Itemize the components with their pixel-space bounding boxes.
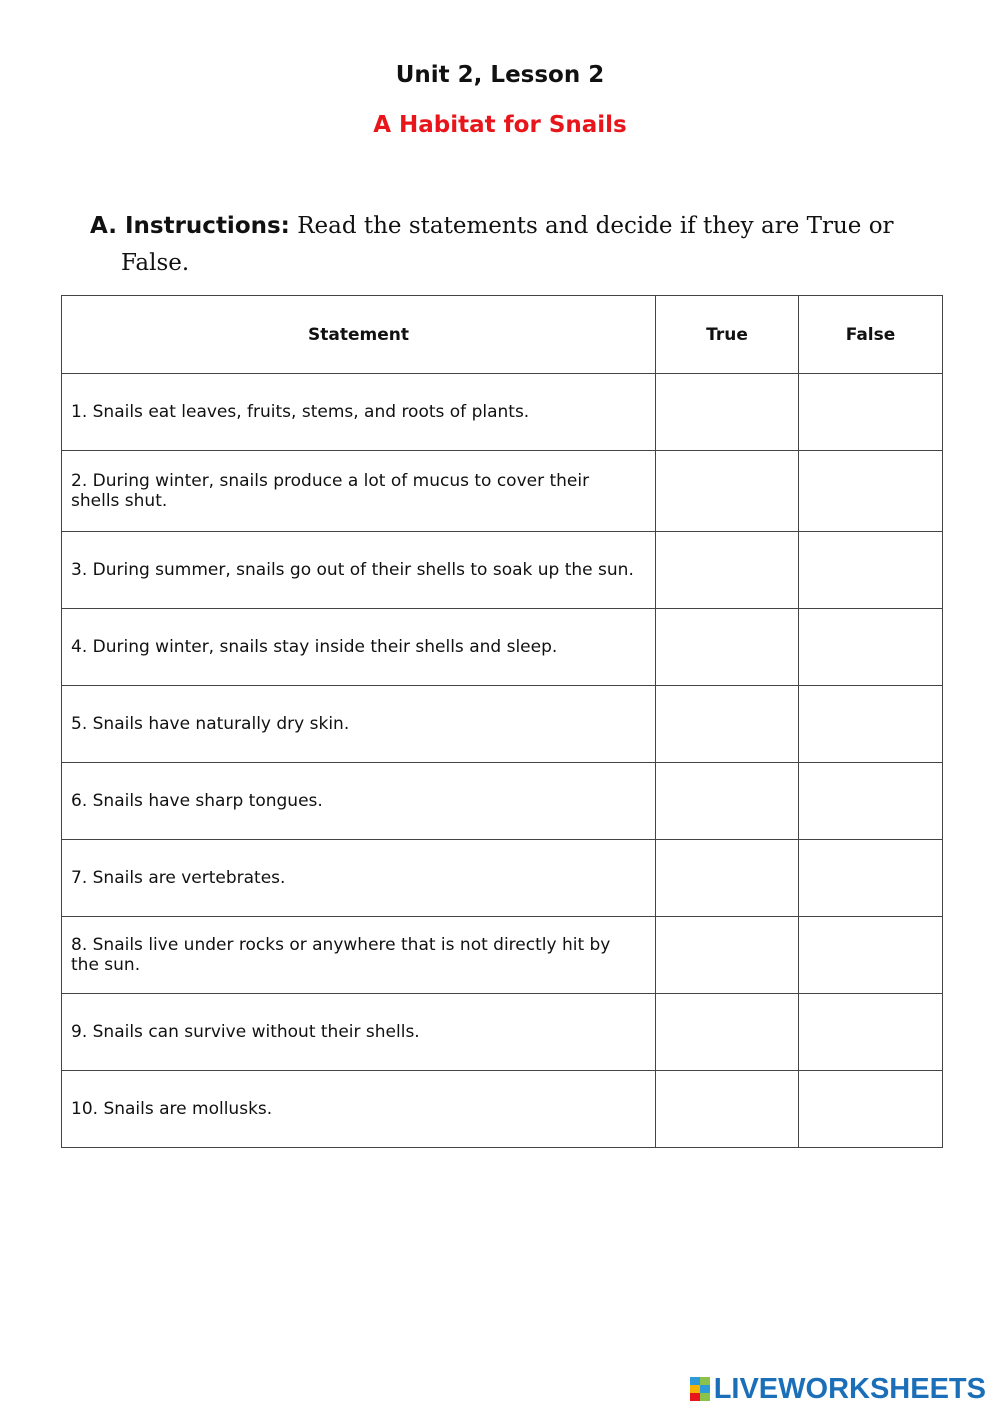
false-answer-cell[interactable] bbox=[799, 451, 943, 532]
statement-cell: 7. Snails are vertebrates. bbox=[62, 840, 656, 917]
true-answer-cell[interactable] bbox=[656, 1071, 799, 1148]
header-statement: Statement bbox=[62, 296, 656, 374]
logo-text: LIVEWORKSHEETS bbox=[713, 1372, 986, 1405]
true-false-table bbox=[61, 295, 943, 1148]
false-answer-cell[interactable] bbox=[799, 609, 943, 686]
statement-cell: 1. Snails eat leaves, fruits, stems, and roots of plants. bbox=[62, 374, 656, 451]
statement-cell: 4. During winter, snails stay inside their shells and sleep. bbox=[62, 609, 656, 686]
statement-cell: 2. During winter, snails produce a lot of mucus to cover their shells shut. bbox=[62, 451, 656, 532]
table-row bbox=[62, 686, 943, 763]
true-answer-cell[interactable] bbox=[656, 532, 799, 609]
table-row bbox=[62, 763, 943, 840]
table-row bbox=[62, 609, 943, 686]
statement-cell: 3. During summer, snails go out of their shells to soak up the sun. bbox=[62, 532, 656, 609]
true-answer-cell[interactable] bbox=[656, 451, 799, 532]
true-answer-cell[interactable] bbox=[656, 609, 799, 686]
liveworksheets-logo bbox=[690, 1373, 986, 1405]
statement-cell: 5. Snails have naturally dry skin. bbox=[62, 686, 656, 763]
false-answer-cell[interactable] bbox=[799, 532, 943, 609]
statement-cell: 10. Snails are mollusks. bbox=[62, 1071, 656, 1148]
instructions bbox=[90, 208, 900, 282]
header-false: False bbox=[799, 296, 943, 374]
true-answer-cell[interactable] bbox=[656, 917, 799, 994]
statement-cell: 8. Snails live under rocks or anywhere that is not directly hit by the sun. bbox=[62, 917, 656, 994]
false-answer-cell[interactable] bbox=[799, 763, 943, 840]
true-answer-cell[interactable] bbox=[656, 840, 799, 917]
table-row bbox=[62, 1071, 943, 1148]
true-answer-cell[interactable] bbox=[656, 374, 799, 451]
false-answer-cell[interactable] bbox=[799, 1071, 943, 1148]
table-row bbox=[62, 374, 943, 451]
liveworksheets-logo-icon bbox=[690, 1377, 710, 1401]
false-answer-cell[interactable] bbox=[799, 374, 943, 451]
false-answer-cell[interactable] bbox=[799, 686, 943, 763]
true-answer-cell[interactable] bbox=[656, 686, 799, 763]
true-answer-cell[interactable] bbox=[656, 763, 799, 840]
unit-title: Unit 2, Lesson 2 bbox=[395, 62, 605, 88]
table-row bbox=[62, 917, 943, 994]
false-answer-cell[interactable] bbox=[799, 994, 943, 1071]
table-row bbox=[62, 840, 943, 917]
instructions-label: A. Instructions: bbox=[90, 213, 290, 239]
true-answer-cell[interactable] bbox=[656, 994, 799, 1071]
header-true: True bbox=[656, 296, 799, 374]
table-row bbox=[62, 994, 943, 1071]
table-row bbox=[62, 451, 943, 532]
lesson-title: A Habitat for Snails bbox=[373, 112, 627, 138]
table-header-row bbox=[62, 296, 943, 374]
statement-cell: 6. Snails have sharp tongues. bbox=[62, 763, 656, 840]
table-row bbox=[62, 532, 943, 609]
statement-cell: 9. Snails can survive without their shells. bbox=[62, 994, 656, 1071]
instructions-text: Read the statements and decide if they are True or False. bbox=[121, 213, 894, 276]
false-answer-cell[interactable] bbox=[799, 917, 943, 994]
false-answer-cell[interactable] bbox=[799, 840, 943, 917]
